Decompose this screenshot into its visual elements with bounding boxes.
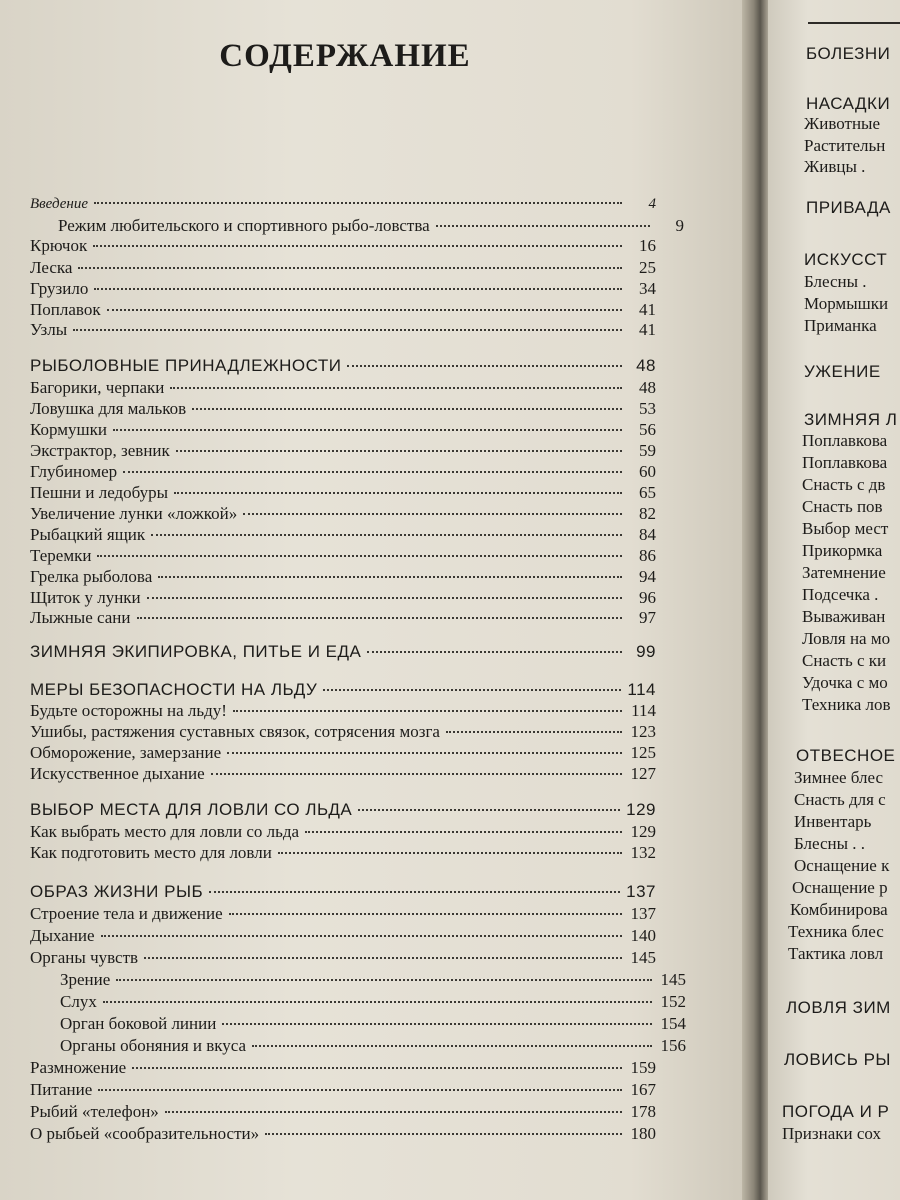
right-toc-line: УЖЕНИЕ bbox=[804, 362, 881, 381]
right-toc-line: Оснащение к bbox=[794, 856, 890, 875]
right-toc-line: ЗИМНЯЯ Л bbox=[804, 410, 898, 429]
right-toc-line: Комбинирова bbox=[790, 900, 888, 919]
right-toc-line: Тактика ловл bbox=[788, 944, 884, 963]
right-toc-line: Вываживан bbox=[802, 607, 886, 626]
right-toc-line: Техника лов bbox=[802, 695, 891, 714]
toc-entry: Орган боковой линии 154 bbox=[60, 1014, 686, 1033]
book-gutter bbox=[742, 0, 768, 1200]
toc-section: ВЫБОР МЕСТА ДЛЯ ЛОВЛИ СО ЛЬДА 129 bbox=[30, 800, 656, 819]
toc-entry: Обморожение, замерзание 125 bbox=[30, 743, 656, 762]
right-toc-line: Блесны . . bbox=[794, 834, 866, 853]
right-toc-line: Зимнее блес bbox=[794, 768, 884, 787]
right-toc-line: Инвентарь bbox=[794, 812, 872, 831]
toc-entry: Пешни и ледобуры 65 bbox=[30, 483, 656, 502]
toc-section: РЫБОЛОВНЫЕ ПРИНАДЛЕЖНОСТИ 48 bbox=[30, 356, 656, 375]
toc-entry: Поплавок 41 bbox=[30, 300, 656, 319]
toc-entry: Как выбрать место для ловли со льда 129 bbox=[30, 822, 656, 841]
toc-section: ОБРАЗ ЖИЗНИ РЫБ 137 bbox=[30, 882, 656, 901]
toc-entry: Рыбацкий ящик 84 bbox=[30, 525, 656, 544]
right-toc-line: Оснащение р bbox=[792, 878, 888, 897]
toc-entry: Введение 4 bbox=[30, 196, 656, 212]
toc-entry: Экстрактор, зевник 59 bbox=[30, 441, 656, 460]
toc-entry: Питание 167 bbox=[30, 1080, 656, 1099]
right-toc-line: Прикормка bbox=[802, 541, 883, 560]
toc-entry: Органы чувств 145 bbox=[30, 948, 656, 967]
right-toc-line: Поплавкова bbox=[802, 431, 888, 450]
right-toc-line: Поплавкова bbox=[802, 453, 888, 472]
toc-section: МЕРЫ БЕЗОПАСНОСТИ НА ЛЬДУ 114 bbox=[30, 680, 656, 699]
right-toc-line: ПРИВАДА bbox=[806, 198, 891, 217]
toc-entry: Ловушка для мальков 53 bbox=[30, 399, 656, 418]
toc-entry: Щиток у лунки 96 bbox=[30, 588, 656, 607]
header-rule bbox=[808, 22, 900, 24]
right-toc-line: НАСАДКИ bbox=[806, 94, 891, 113]
right-toc-line: Снасть пов bbox=[802, 497, 883, 516]
toc-entry: Грузило 34 bbox=[30, 279, 656, 298]
toc-entry: Будьте осторожны на льду! 114 bbox=[30, 701, 656, 720]
toc-entry: Увеличение лунки «ложкой» 82 bbox=[30, 504, 656, 523]
right-toc-line: ЛОВЛЯ ЗИМ bbox=[786, 998, 891, 1017]
right-toc-line: Снасть для с bbox=[794, 790, 886, 809]
toc-entry: Органы обоняния и вкуса 156 bbox=[60, 1036, 686, 1055]
page-title: СОДЕРЖАНИЕ bbox=[219, 38, 471, 74]
right-toc-line: Затемнение bbox=[802, 563, 886, 582]
right-toc-line: ПОГОДА И Р bbox=[782, 1102, 890, 1121]
right-toc-line: Выбор мест bbox=[802, 519, 889, 538]
toc-entry: Теремки 86 bbox=[30, 546, 656, 565]
right-toc-line: Удочка с мо bbox=[802, 673, 888, 692]
right-toc-line: Мормышки bbox=[804, 294, 889, 313]
toc-entry: Размножение 159 bbox=[30, 1058, 656, 1077]
toc-entry: Леска 25 bbox=[30, 258, 656, 277]
toc-entry: Ушибы, растяжения суставных связок, сотрясения мозга 123 bbox=[30, 722, 656, 741]
right-toc-line: БОЛЕЗНИ bbox=[806, 44, 891, 63]
toc-entry: О рыбьей «сообразительности» 180 bbox=[30, 1124, 656, 1143]
right-toc-line: ЛОВИСЬ РЫ bbox=[784, 1050, 891, 1069]
right-toc-line: Признаки сох bbox=[782, 1124, 881, 1143]
right-toc-line: Техника блес bbox=[788, 922, 884, 941]
toc-entry: Рыбий «телефон» 178 bbox=[30, 1102, 656, 1121]
toc-entry: Искусственное дыхание 127 bbox=[30, 764, 656, 783]
right-toc-line: Снасть с дв bbox=[802, 475, 886, 494]
toc-entry: Лыжные сани 97 bbox=[30, 608, 656, 627]
right-toc-line: ОТВЕСНОЕ bbox=[796, 746, 896, 765]
right-page bbox=[768, 0, 900, 1200]
toc-entry: Узлы 41 bbox=[30, 320, 656, 339]
toc-entry: Багорики, черпаки 48 bbox=[30, 378, 656, 397]
toc-entry: Слух 152 bbox=[60, 992, 686, 1011]
right-toc-line: Снасть с ки bbox=[802, 651, 887, 670]
right-toc-line: Приманка bbox=[804, 316, 877, 335]
toc-entry: Зрение 145 bbox=[60, 970, 686, 989]
right-toc-line: Ловля на мо bbox=[802, 629, 891, 648]
toc-entry: Крючок 16 bbox=[30, 236, 656, 255]
toc-section: ЗИМНЯЯ ЭКИПИРОВКА, ПИТЬЕ И ЕДА 99 bbox=[30, 642, 656, 661]
right-toc-line: Живцы . bbox=[804, 157, 866, 176]
toc-entry: Строение тела и движение 137 bbox=[30, 904, 656, 923]
toc-entry: Кормушки 56 bbox=[30, 420, 656, 439]
toc-entry: Режим любительского и спортивного рыбо-ловства 9 bbox=[58, 216, 684, 235]
right-toc-line: ИСКУССТ bbox=[804, 250, 888, 269]
right-toc-line: Подсечка . bbox=[802, 585, 879, 604]
toc-entry: Глубиномер 60 bbox=[30, 462, 656, 481]
right-toc-line: Растительн bbox=[804, 136, 886, 155]
toc-entry: Дыхание 140 bbox=[30, 926, 656, 945]
toc-entry: Грелка рыболова 94 bbox=[30, 567, 656, 586]
right-toc-line: Блесны . bbox=[804, 272, 867, 291]
right-toc-line: Животные bbox=[804, 114, 881, 133]
toc-entry: Как подготовить место для ловли 132 bbox=[30, 843, 656, 862]
